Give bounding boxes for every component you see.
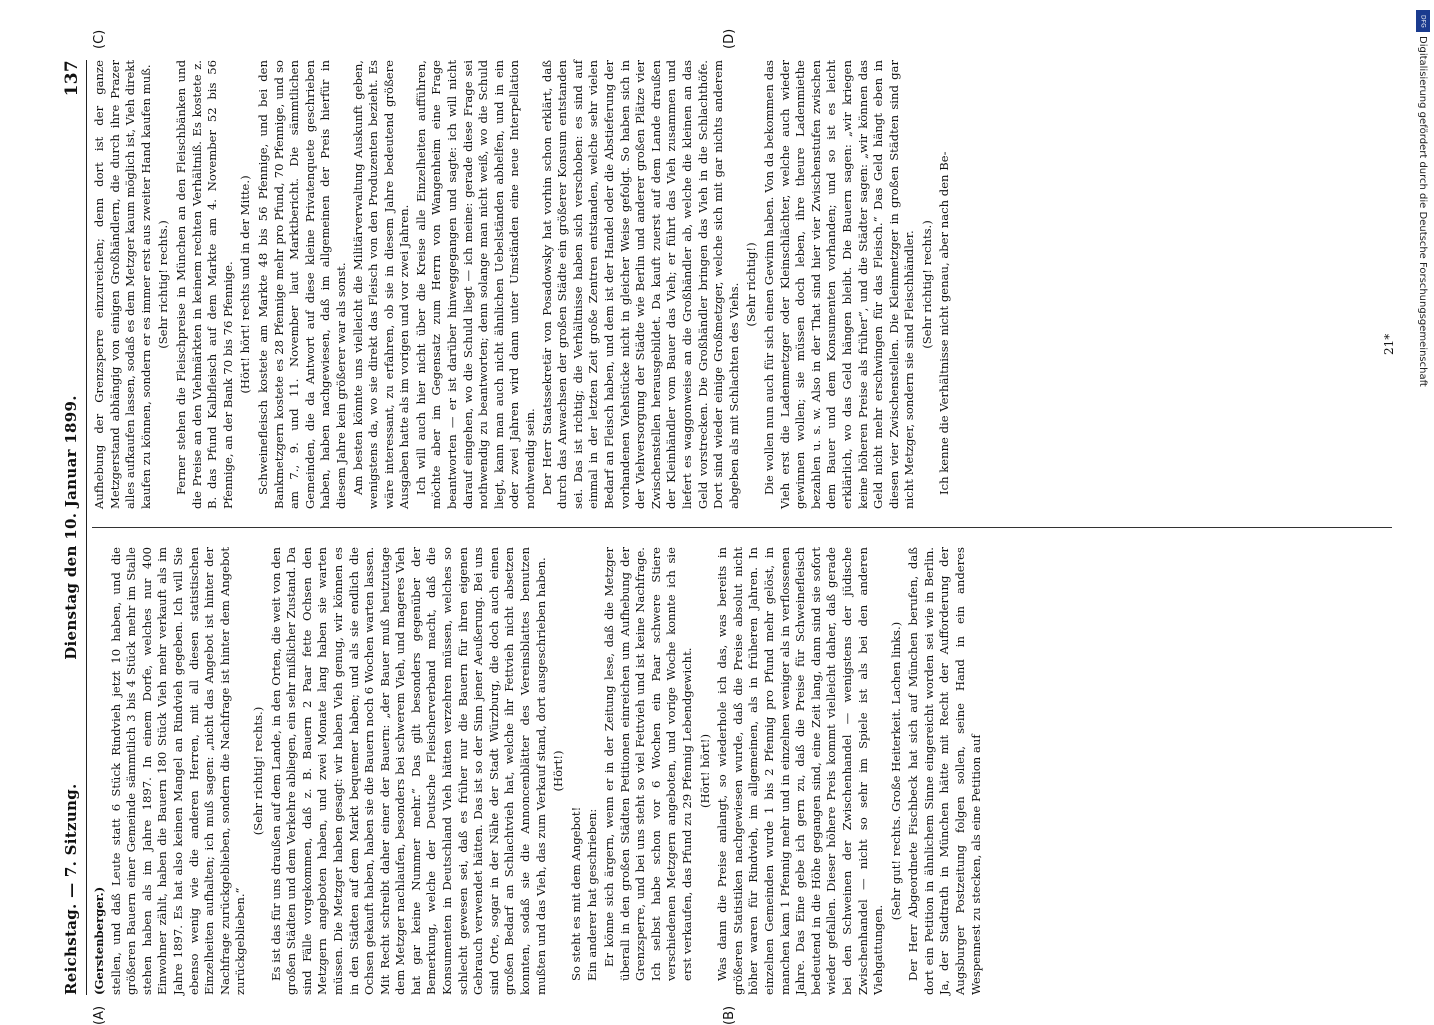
column-divider <box>92 527 1392 528</box>
right-column <box>92 60 1392 509</box>
margin-marker-d: (D) <box>722 28 737 49</box>
page-header <box>62 60 84 995</box>
paragraph: Die wollen nun auch für sich einen Gewinn haben. Von da bekommen das Vieh erst die Ladenmetzger oder Kleinschlächter, welche auch wieder gewinnen wollen; sie müssen doch leben, ihre theure Ladenmiethe bezahlen u. s. w. Also in der That sind hier vier Zwischenstufen zwischen dem Bauer und dem Konsumenten vorhanden; und so ist es leicht erklärlich, wo das Geld hängen bleibt. Die Bauern sagen: „wir kriegen keine höheren Preise als früher“, und die Städter sagen: „wir können das Geld nicht mehr erschwingen für das Fleisch.“ Das Geld hängt eben in diesen vier Zwischenstellen. Die Kleinmetzger in großen Städten sind gar nicht Metzger, sondern sie sind Fleischhändler. <box>761 60 917 509</box>
paragraph: Schweinefleisch kostete am Markte 48 bis 56 Pfennige, und bei den Bankmetzgern kostete es 28 Pfennige mehr pro Pfund, 70 Pfennige, und so am 7., 9. und 11. November laut Marktbericht. Die sämmtlichen Gemeinden, die da Antwort auf diese kleine Privatenquete geschrieben haben, haben nachgewiesen, daß im allgemeinen der Preis hierfür in diesem Jahre kein größerer war als sonst. <box>255 60 348 509</box>
interjection: (Sehr richtig! rechts.) <box>156 220 171 349</box>
paragraph: Aufhebung der Grenzsperre einzureichen; denn dort ist der ganze Metzgerstand abhängig von einigen Großhändlern, die durch ihre Prazer alles aufkaufen lassen, sodaß es dem Metzger kaum möglich ist, Vieh direkt kaufen zu können, sondern er es immer erst aus zweiter Hand kaufen muß. <box>92 60 153 509</box>
paragraph: Ich will auch hier nicht über die Kreise alle Einzelheiten aufführen, möchte aber im Gegensatz zum Herrn von Wangenheim eine Frage beantworten — er ist darüber hinweggegangen und sagte: ich will nicht darauf eingehen, wo die Schuld liegt — ich meine: gerade diese Frage sei nothwendig zu beantworten; denn solange man nicht weiß, wo die Schuld liegt, kann man auch nicht ähnlichen Uebelständen abhelfen, und in ein oder zwei Jahren wird dann unter Umständen eine neue Interpellation nothwendig sein. <box>413 60 538 509</box>
sheet-signature: 21* <box>1382 333 1396 355</box>
interjection: (Sehr richtig! rechts.) <box>919 220 934 349</box>
interjection: (Sehr gut! rechts. Große Heiterkeit. Lachen links.) <box>888 621 903 921</box>
paragraph: Ein anderer hat geschrieben: <box>585 808 600 981</box>
left-column <box>92 547 1392 995</box>
paragraph: Was dann die Preise anlangt, so wiederhole ich das, was bereits in größeren Statistiken nachgewiesen wurde, daß die Preise absolut nicht höher waren für Rindvieh, im allgemeinen, als in früheren Jahren. In einzelnen Gemeinden wurde 1 bis 2 Pfennig pro Pfund mehr gelöst, in manchen kam 1 Pfennig mehr und in einzelnen weniger als in verflossenen Jahre. Das Eine gebe ich gern zu, daß die Preise für Schweinefleisch bedeutend in die Höhe gegangen sind, eine Zeit lang, dann sind sie sofort wieder gefallen. Dieser höhere Preis kommt vielleicht daher, daß gerade bei den Schweinen der Zwischenhandel — wenigstens der jüdische Zwischenhandel — nicht so sehr im Spiele ist als bei den anderen Viehgattungen. <box>715 547 886 995</box>
rotated-page <box>62 28 1396 1025</box>
paragraph: Ferner stehen die Fleischpreise in München an den Fleischbänken und die Preise an den Viehmärkten in keinem rechten Verhältniß. Es kostete z. B. das Pfund Kalbfleisch auf dem Markte am 4. November 52 bis 56 Pfennige, an der Bank 70 bis 76 Pfennige. <box>173 60 235 509</box>
paragraph: stellen, und daß Leute statt 6 Stück Rindvieh jetzt 10 haben, und die größeren Bauern einer Gemeinde sämmtlich 3 bis 4 Stück mehr im Stalle stehen haben als im Jahre 1897. In einem Dorfe, welches nur 400 Einwohner zählt, haben die Bauern 180 Stück Vieh mehr verkauft als im Jahre 1897. Es hat also keinen Mangel an Rindvieh gegeben. Ich will Sie ebenso wenig wie die anderen Herren, mit all diesen statistischen Einzelheiten aufhalten; ich muß sagen: „nicht das Angebot ist hinter der Nachfrage zurückgeblieben, sondern die Nachfrage ist hinter dem Angebot zurückgeblieben.“ <box>108 547 248 995</box>
paragraph: Am besten könnte uns vielleicht die Militärverwaltung Auskunft geben, wenigstens da, wo sie direkt das Fleisch von den Produzenten bezieht. Es wäre interessant, zu erfahren, ob sie in diesem Jahre bedeutend größere Ausgaben hatte als im vorigen und vor zwei Jahren. <box>350 60 412 509</box>
digitization-credit: Digitalisierung gefördert durch die Deutsche Forschungsgemeinschaft <box>1417 36 1428 387</box>
quotation: Er könne sich ärgern, wenn er in der Zeitung lese, daß die Metzger überall in den großen Städten Petitionen einreichen um Aufhebung der Grenzsperre, und bei uns steht so viel Fettvieh und ist keine Nachfrage. Ich selbst habe schon vor 6 Wochen ein Paar schwere Stiere verschiedenen Metzgern angeboten, und vorige Woche konnte ich sie erst verkaufen, das Pfund zu 29 Pfennig Lebendgewicht. <box>602 547 694 981</box>
margin-marker-c: (C) <box>92 29 107 49</box>
header-date: Dienstag den 10. Januar 1899. <box>62 395 80 660</box>
margin-marker-a: (A) <box>92 1005 107 1025</box>
margin-marker-b: (B) <box>722 1005 737 1025</box>
interjection: (Hört! hört! rechts und in der Mitte.) <box>238 175 253 394</box>
interjection: (Hört!) <box>551 750 566 792</box>
paragraph: Es ist das für uns draußen auf dem Lande, in den Orten, die weit von den großen Städten und dem Verkehre abliegen, ein sehr mißlicher Zustand. Da sind Fälle vorgekommen, daß z. B. Bauern 2 Paar fette Ochsen den Metzgern angeboten haben, und zwei Monate lang haben sie warten müssen. Die Metzger haben gesagt: wir haben Vieh genug, wir können es in den Städten auf dem Markt bequemer haben; und als sie endlich die Ochsen gekauft haben, haben sie die Bauern noch 6 Wochen warten lassen. Mit Recht schreibt daher einer der Bauern: „der Bauer muß heutzutage dem Metzger nachlaufen, besonders bei schwerem Vieh, und mageres Vieh hat gar keine Nummer mehr.“ Das gilt besonders gegenüber der Bemerkung, welche der Deutsche Fleischerverband macht, daß die Konsumenten in Deutschland Vieh hätten verzehren müssen, welches so schlecht gewesen sei, daß es früher nur die Bauern für ihren eigenen Gebrauch verwendet hätten. Das ist so der Sinn jener Aeußerung. Bei uns sind Orte, sogar in der Nähe der Stadt Würzburg, die doch auch einen großen Bedarf an Schlachtvieh hat, welche ihr Fettvieh nicht absetzen konnten, sodaß sie die Annoncenblätter des Vereinsblattes benutzen mußten und das Vieh, das zum Verkauf stand, dort ausgeschrieben haben. <box>268 547 548 995</box>
speaker-name: (Gerstenberger.) <box>92 886 106 995</box>
interjection: (Sehr richtig!) <box>744 242 759 327</box>
digitization-sidebar <box>1414 0 1434 1000</box>
paragraph: So steht es mit dem Angebot! <box>568 806 583 981</box>
paragraph: Der Herr Staatssekretär von Posadowsky hat vorhin schon erklärt, daß durch das Anwachsen der großen Städte ein größerer Konsum entstanden sei. Das ist richtig; die Verhältnisse haben sich verschoben: es sind auf einmal in der letzten Zeit große Zentren entstanden, welche sehr vielen Bedarf an Fleisch haben, und dem ist der Handel oder die Abstieferung der vorhandenen Viehstücke nicht in gleicher Weise gefolgt. So haben sich in der Viehversorgung der Städte wie Berlin und anderer großen Plätze vier Zwischenstellen herausgebildet. Da kauft zuerst auf dem Lande draußen der Kleinhändler vom Bauer das Vieh; er führt das Vieh zusammen und liefert es waggonweise an die Großhändler ab, welche die kleinen an das Geld vorstrecken. Die Großhändler bringen das Vieh in die Schlachthöfe. Dort sind wieder einige Großmetzger, welche sich mit gar nichts anderem abgeben als mit Schlachten des Viehs. <box>539 60 741 509</box>
page-number: 137 <box>62 60 82 97</box>
dfg-logo-icon: DFG <box>1416 10 1430 32</box>
interjection: (Sehr richtig! rechts.) <box>250 706 265 836</box>
interjection: (Hört! hört!) <box>697 734 712 808</box>
header-left: Reichstag. — 7. Sitzung. <box>62 783 80 995</box>
paragraph: Ich kenne die Verhältnisse nicht genau, aber nach den Be- <box>937 151 952 495</box>
header-rule <box>86 60 87 995</box>
paragraph: Der Herr Abgeordnete Fischbeck hat sich auf München berufen, daß dort ein Petition in ähnlichem Sinne eingereicht worden sei wie in Berlin. Ja, der Stadtrath in München hätte mit Recht der Aufforderung der Augsburger Postzeitung folgen sollen, seine Hand in ein anderes Wespennest zu stecken, als eine Petition auf <box>906 547 983 995</box>
